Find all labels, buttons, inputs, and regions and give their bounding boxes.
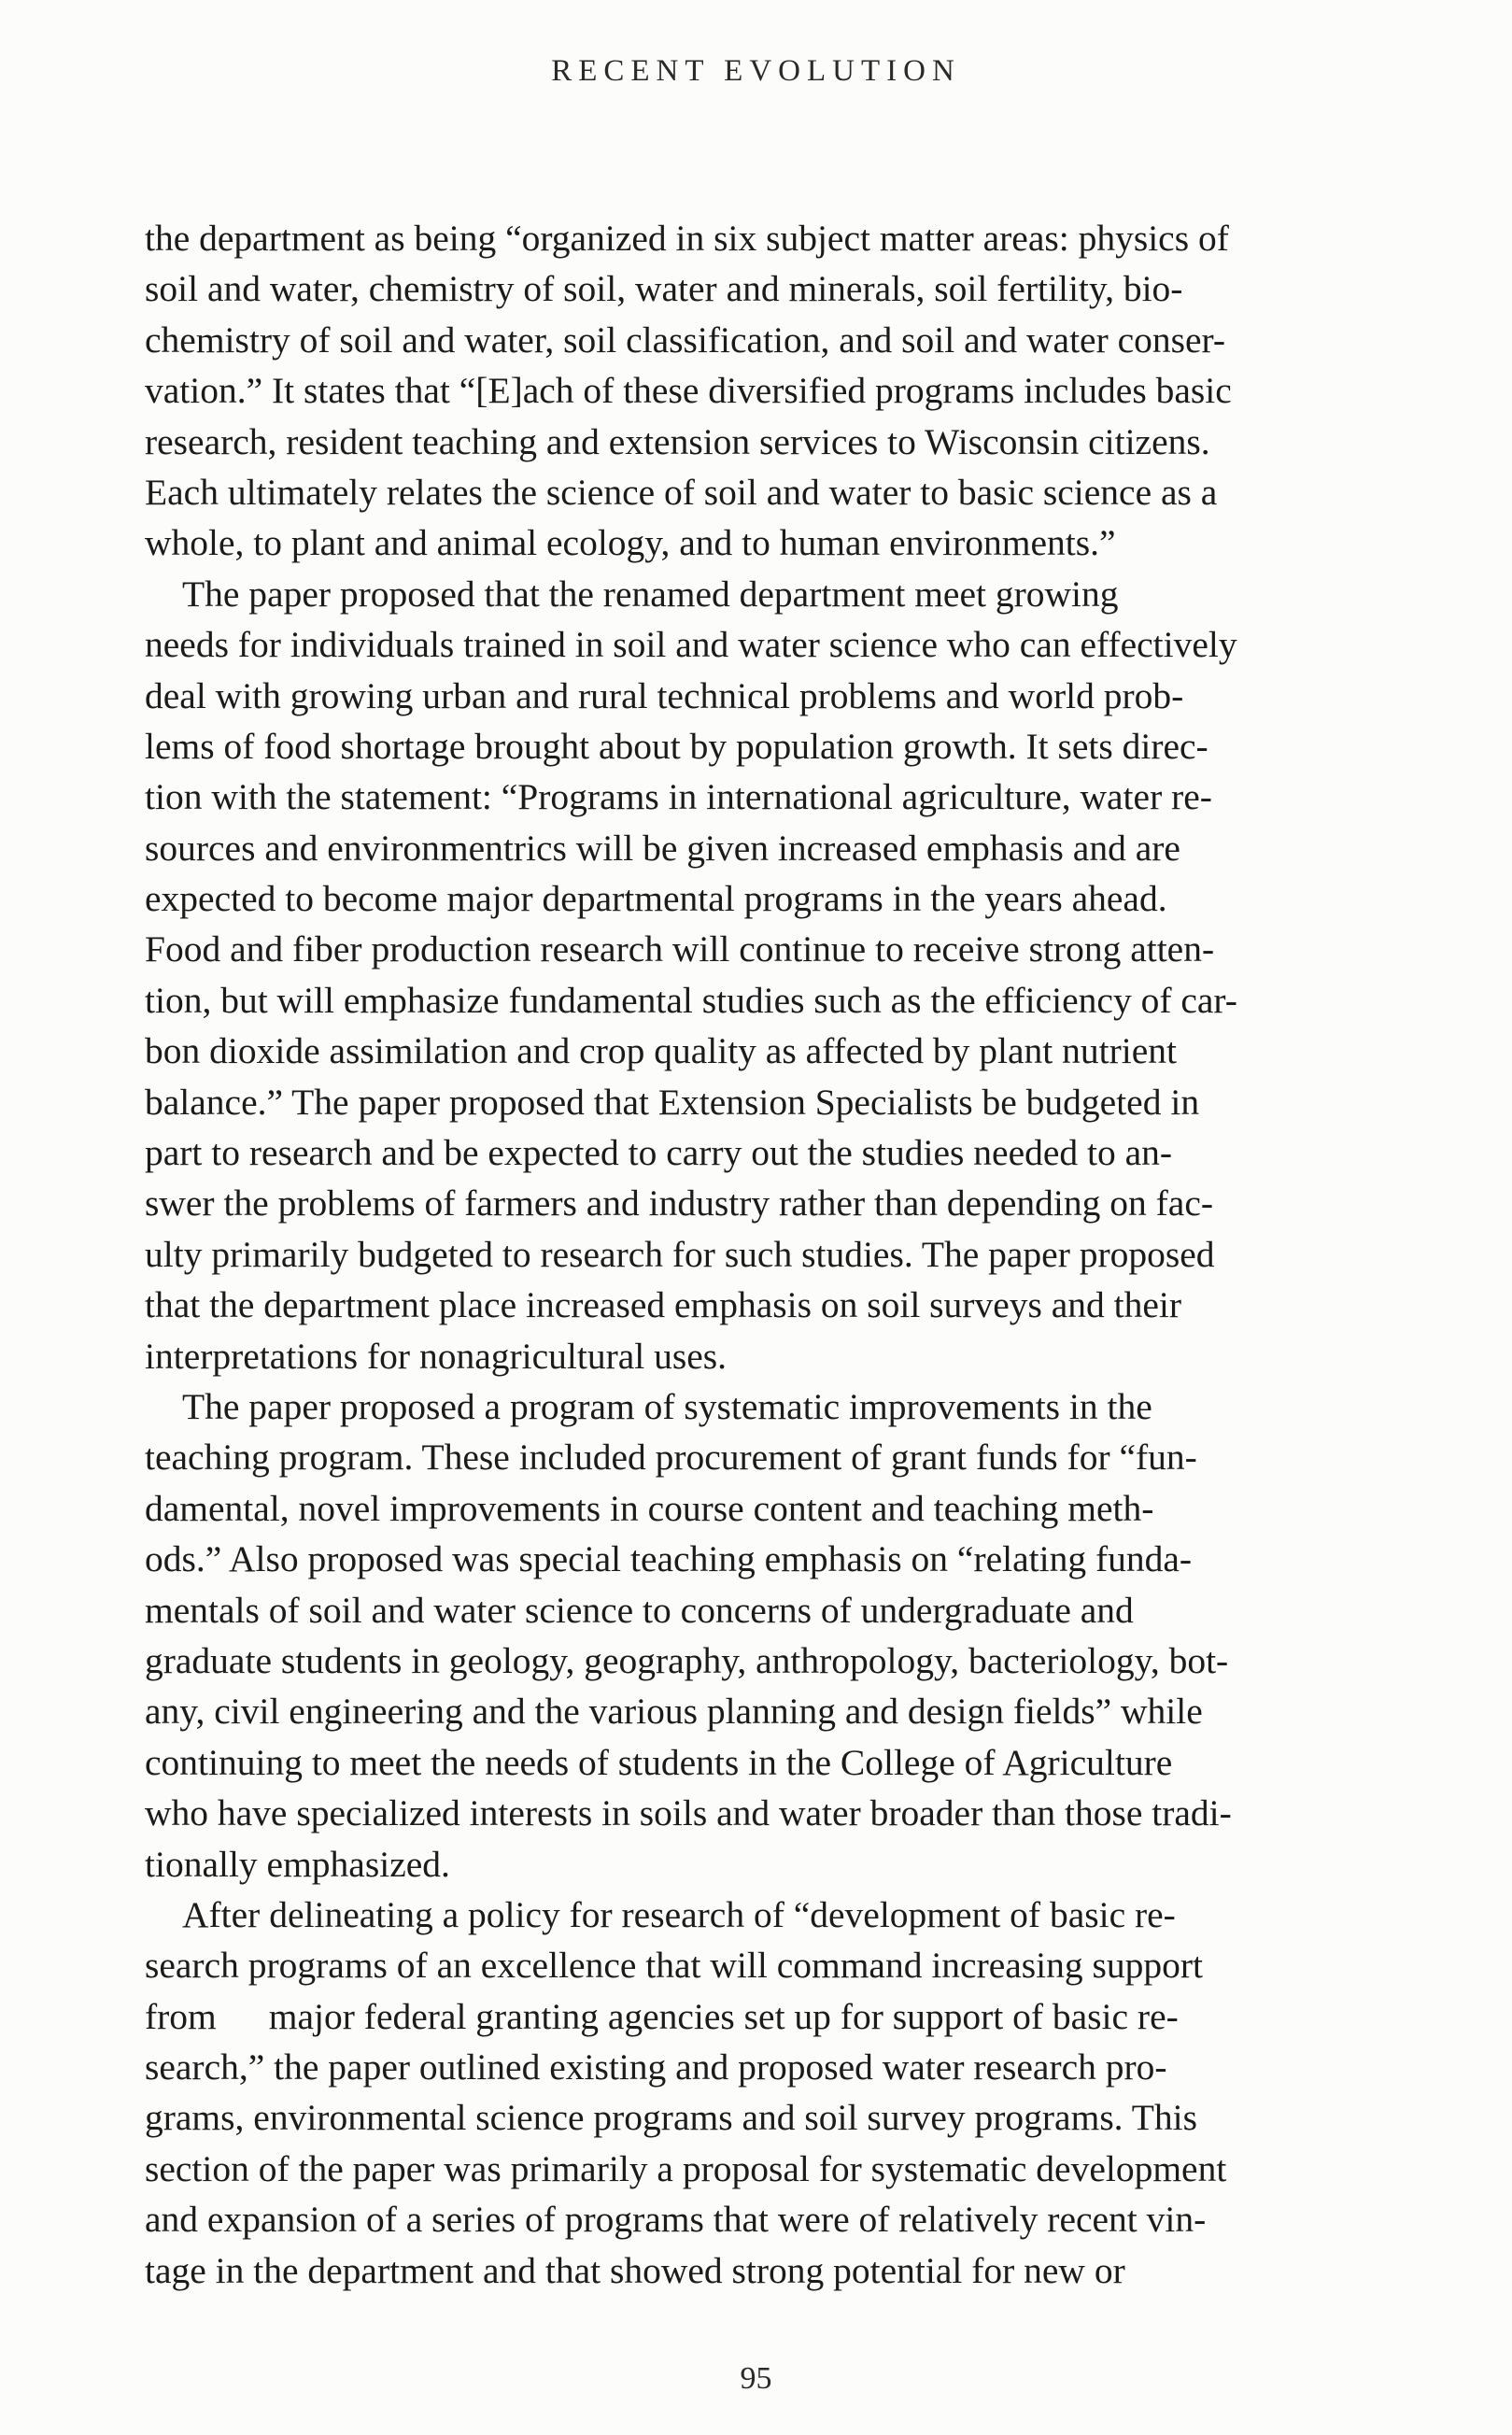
text-fragment: major federal granting agencies set up for support of basic re- bbox=[268, 1995, 1179, 2037]
text-line: bon dioxide assimilation and crop quality as affected by plant nutrient bbox=[145, 1030, 1177, 1072]
text-line: tionally emphasized. bbox=[145, 1843, 450, 1885]
text-line: lems of food shortage brought about by population growth. It sets direc- bbox=[145, 725, 1208, 767]
text-line: grams, environmental science programs and soil survey programs. This bbox=[145, 2097, 1197, 2139]
text-line: that the department place increased emphasis on soil surveys and their bbox=[145, 1284, 1182, 1326]
text-line: Food and fiber production research will continue to receive strong atten- bbox=[145, 928, 1215, 970]
body-text bbox=[145, 213, 1415, 2296]
text-line: and expansion of a series of programs that were of relatively recent vin- bbox=[145, 2199, 1207, 2241]
text-line: expected to become major departmental programs in the years ahead. bbox=[145, 878, 1167, 920]
text-line: section of the paper was primarily a proposal for systematic development bbox=[145, 2147, 1227, 2189]
paragraph-start-line: After delineating a policy for research of “development of basic re- bbox=[182, 1893, 1176, 1935]
text-line: tage in the department and that showed strong potential for new or bbox=[145, 2249, 1125, 2291]
text-line: continuing to meet the needs of students in the College of Agriculture bbox=[145, 1741, 1173, 1783]
page-number: 95 bbox=[740, 2361, 772, 2396]
text-line: interpretations for nonagricultural uses. bbox=[145, 1335, 728, 1377]
text-line: vation.” It states that “[E]ach of these diversified programs includes basic bbox=[145, 370, 1232, 412]
text-line: deal with growing urban and rural technical problems and world prob- bbox=[145, 674, 1184, 716]
text-line: sources and environmentrics will be given increased emphasis and are bbox=[145, 827, 1180, 869]
text-line: search programs of an excellence that will command increasing support bbox=[145, 1945, 1204, 1987]
text-line: ulty primarily budgeted to research for such studies. The paper proposed bbox=[145, 1233, 1215, 1275]
text-line: any, civil engineering and the various planning and design fields” while bbox=[145, 1691, 1203, 1733]
text-line: the department as being “organized in six subject matter areas: physics of bbox=[145, 218, 1229, 259]
text-line: chemistry of soil and water, soil classification, and soil and water conser- bbox=[145, 319, 1226, 361]
paragraph-start-line: The paper proposed that the renamed department meet growing bbox=[182, 573, 1119, 615]
text-line-with-gap bbox=[145, 1991, 1415, 2042]
text-line: soil and water, chemistry of soil, water and minerals, soil fertility, bio- bbox=[145, 268, 1183, 310]
paragraph-start-line: The paper proposed a program of systematic improvements in the bbox=[182, 1385, 1152, 1427]
text-line: research, resident teaching and extension services to Wisconsin citizens. bbox=[145, 420, 1210, 462]
text-line: search,” the paper outlined existing and proposed water research pro- bbox=[145, 2046, 1167, 2088]
text-line: balance.” The paper proposed that Extension Specialists be budgeted in bbox=[145, 1081, 1200, 1123]
text-line: Each ultimately relates the science of soil and water to basic science as a bbox=[145, 471, 1218, 513]
text-line: mentals of soil and water science to concerns of undergraduate and bbox=[145, 1589, 1134, 1631]
text-line: teaching program. These included procurement of grant funds for “fun- bbox=[145, 1437, 1197, 1479]
text-line: damental, novel improvements in course content and teaching meth- bbox=[145, 1487, 1154, 1529]
text-line: tion, but will emphasize fundamental studies such as the efficiency of car- bbox=[145, 979, 1237, 1021]
text-line: swer the problems of farmers and industry rather than depending on fac- bbox=[145, 1182, 1214, 1225]
text-line: tion with the statement: “Programs in international agriculture, water re- bbox=[145, 776, 1212, 818]
text-fragment: from bbox=[145, 1995, 217, 2037]
text-line: part to research and be expected to carry out the studies needed to an- bbox=[145, 1132, 1173, 1174]
text-line: whole, to plant and animal ecology, and to human environments.” bbox=[145, 522, 1116, 564]
text-line: graduate students in geology, geography, anthropology, bacteriology, bot- bbox=[145, 1639, 1229, 1681]
text-line: who have specialized interests in soils and water broader than those tradi- bbox=[145, 1792, 1232, 1834]
running-head: RECENT EVOLUTION bbox=[551, 54, 961, 88]
text-line: needs for individuals trained in soil and water science who can effectively bbox=[145, 624, 1237, 666]
text-line: ods.” Also proposed was special teaching emphasis on “relating funda- bbox=[145, 1538, 1193, 1580]
